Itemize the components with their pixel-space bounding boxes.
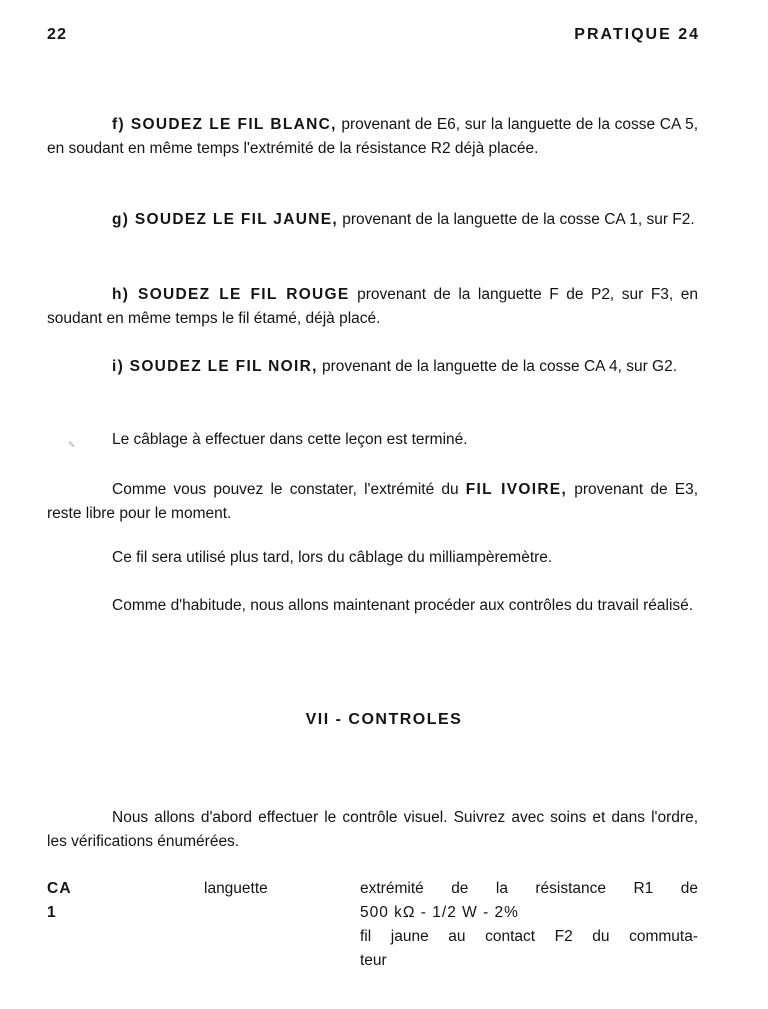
check-items <box>360 877 698 973</box>
check-item-line: extrémité de la résistance R1 de <box>360 880 698 897</box>
paragraph-text: Comme vous pouvez le constater, l'extrémité du <box>112 481 466 498</box>
terminal-label: CA 1 <box>47 880 72 921</box>
check-item-line: 500 kΩ - 1/2 W - 2% <box>360 904 519 921</box>
paragraph-ivoire <box>47 478 698 526</box>
instruction-text: provenant de E6, sur la languette de la cosse CA 5, en soudant en même temps l'extrémité de la résistance R2 déjà placée. <box>47 116 698 157</box>
paragraph-text: Le câblage à effectuer dans cette leçon est terminé. <box>112 431 468 448</box>
paragraph-g <box>47 208 698 232</box>
paragraph-text: Ce fil sera utilisé plus tard, lors du câblage du milliampèremètre. <box>112 549 553 566</box>
paragraph-controle-intro <box>47 806 698 854</box>
paragraph-habitude <box>47 594 698 618</box>
instruction-label: g) SOUDEZ LE FIL JAUNE, <box>112 211 338 228</box>
paragraph-plus-tard <box>47 546 698 570</box>
instruction-text: provenant de la languette F de P2, sur F3, en soudant en même temps le fil étamé, déjà placé. <box>47 286 698 327</box>
instruction-text: provenant de la languette de la cosse CA 4, sur G2. <box>317 358 678 375</box>
wire-label: FIL IVOIRE, <box>465 481 568 498</box>
check-item-line: fil jaune au contact F2 du commuta- <box>360 928 698 945</box>
paragraph-text: provenant de E3, reste libre pour le moment. <box>47 481 698 522</box>
paragraph-text: Nous allons d'abord effectuer le contrôle visuel. Suivrez avec soins et dans l'ordre, les vérifications énumérées. <box>47 809 698 850</box>
paragraph-i <box>47 355 698 379</box>
paragraph-f <box>47 113 698 161</box>
instruction-text: provenant de la languette de la cosse CA 1, sur F2. <box>337 211 695 228</box>
instruction-label: f) SOUDEZ LE FIL BLANC, <box>112 116 337 133</box>
instruction-label: i) SOUDEZ LE FIL NOIR, <box>112 358 318 375</box>
paragraph-h <box>47 283 698 331</box>
check-item-line: teur <box>360 952 387 969</box>
instruction-label: h) SOUDEZ LE FIL ROUGE <box>112 286 350 303</box>
publication-title: PRATIQUE 24 <box>574 26 700 43</box>
section-heading: VII - CONTROLES <box>305 711 463 728</box>
scan-mark: ✎ <box>68 440 76 450</box>
paragraph-text: Comme d'habitude, nous allons maintenant procéder aux contrôles du travail réalisé. <box>112 597 694 614</box>
connection-point: languette <box>204 880 268 897</box>
page-number: 22 <box>47 26 68 43</box>
paragraph-termine <box>47 428 698 452</box>
